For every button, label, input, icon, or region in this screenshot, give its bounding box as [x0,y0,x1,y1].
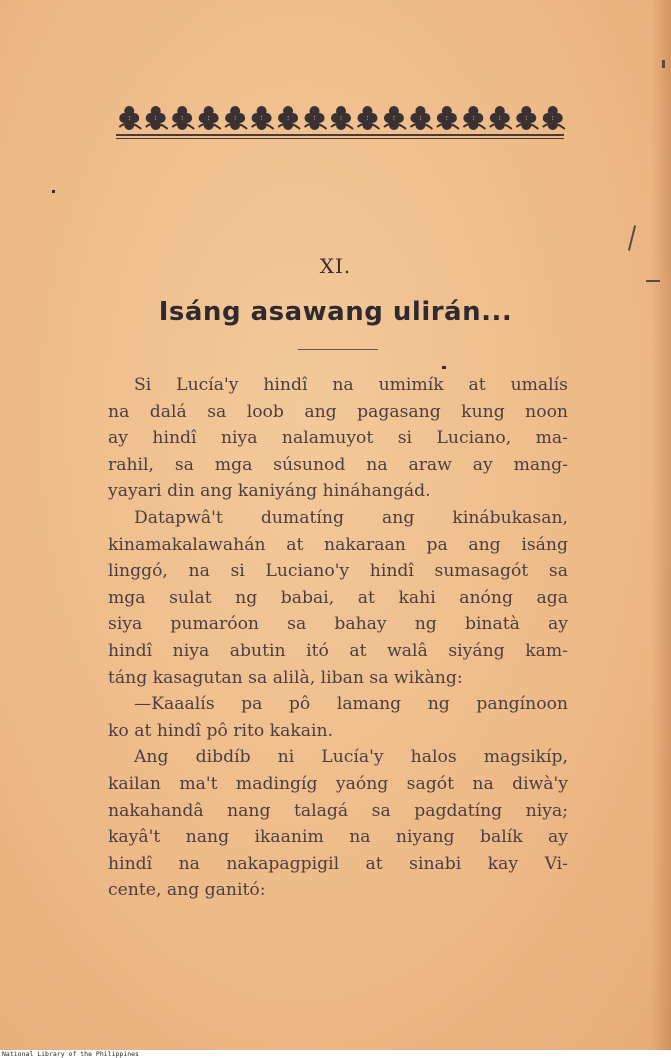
text-line: kinamakalawahán at nakaraan pa ang isáng [108,534,568,555]
text-line: —Kaaalís pa pô lamang ng pangínoon [134,694,568,715]
clover-ornament [199,106,221,130]
clover-ornament [252,106,274,130]
chapter-title: Isáng asawang ulirán... [158,297,513,327]
text-line: siya pumaróon sa bahay ng binatà ay [108,614,568,635]
page-edge-shadow [651,0,671,1050]
ornamental-header-band [116,103,566,137]
clover-ornament [490,106,512,130]
clover-ornament [543,106,565,130]
text-line: linggó, na si Luciano'y hindî sumasagót sa [108,561,568,582]
clover-ornament [357,106,379,130]
text-line: Datapwâ't dumatíng ang kinábukasan, [134,507,568,528]
text-line: táng kasagutan sa alilà, liban sa wikàng: [108,667,463,688]
paragraph [108,505,568,691]
edge-mark [646,280,660,282]
text-line: hindî niya abutin itó at walâ siyáng kam- [108,640,568,661]
clover-ornament [516,106,538,130]
clover-ornament [463,106,485,130]
edge-mark [662,60,665,68]
paragraph [108,691,568,744]
text-line: mga sulat ng babai, at kahi anóng aga [108,587,568,608]
clover-ornament [331,106,353,130]
text-line: cente, ang ganitó: [108,880,266,901]
clover-ornament [119,106,141,130]
library-footer: National Library of the Philippines [2,1050,139,1058]
clover-ornament [305,106,327,130]
clover-ornament [146,106,168,130]
paragraph [108,744,568,904]
text-line: kayâ't nang ikaanim na niyang balík ay [108,827,568,848]
pencil-mark [628,225,636,251]
clover-ornament [278,106,300,130]
chapter-number: XI. [319,254,352,278]
clover-ornament [437,106,459,130]
text-line: yayari din ang kaniyáng hináhangád. [108,481,431,502]
clover-ornament [225,106,247,130]
text-line: Si Lucía'y hindî na umimík at umalís [134,375,568,395]
clover-ornament [410,106,432,130]
text-line: kailan ma't madingíg yaóng sagót na diwà'y [108,773,568,794]
ink-speck [442,366,446,369]
chapter-body [108,372,568,904]
text-line: hindî na nakapagpigil at sinabi kay Vi- [108,853,568,874]
text-line: ko at hindî pô rito kakain. [108,720,334,741]
paragraph [108,372,568,505]
text-line: nakahandâ nang talagá sa pagdatíng niya; [108,800,568,821]
ink-speck [52,190,55,193]
text-line: ay hindî niya nalamuyot si Luciano, ma- [108,428,568,449]
title-divider [298,349,378,350]
clover-ornament [384,106,406,130]
ornament-double-rule [116,134,564,139]
clover-ornament [172,106,194,130]
text-line: rahil, sa mga súsunod na araw ay mang- [108,454,568,475]
text-line: na dalá sa loob ang pagasang kung noon [108,401,568,422]
text-line: Ang dibdíb ni Lucía'y halos magsikíp, [134,747,568,768]
